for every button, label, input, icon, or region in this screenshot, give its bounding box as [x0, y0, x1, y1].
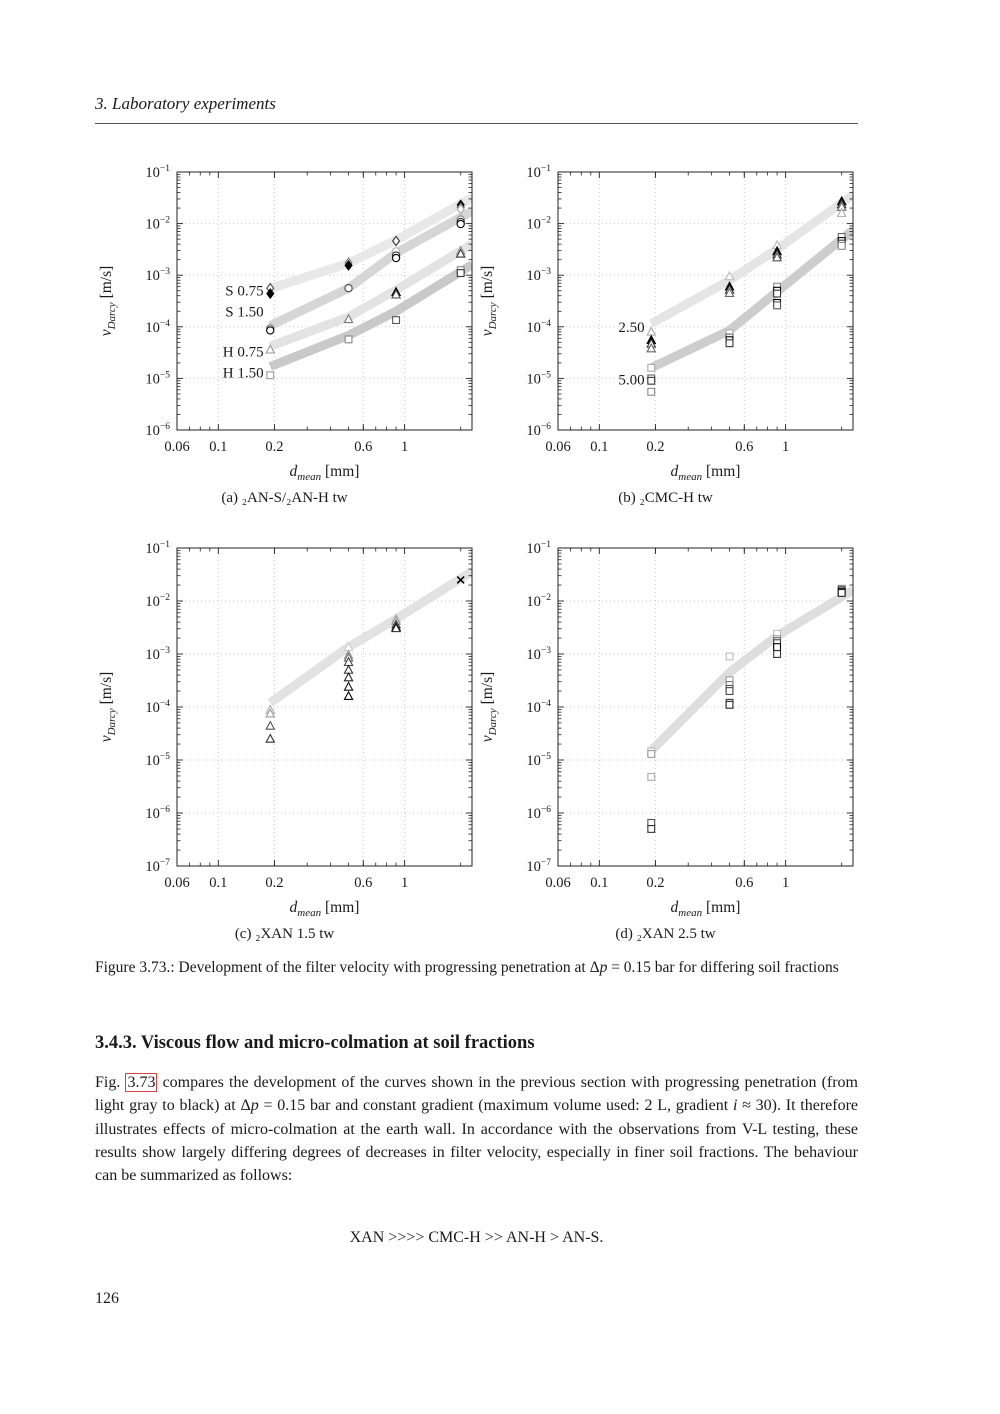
subcaption-a: (a) ₂AN-S/₂AN-H tw: [221, 490, 348, 506]
svg-text:0.1: 0.1: [590, 439, 609, 455]
svg-text:10−3: $10^{-3}$: [145, 267, 170, 285]
svg-text:10−5: $10^{-5}$: [526, 752, 551, 769]
plot-d-xan-25: [468, 536, 863, 928]
svg-text:H 1.50: H 1.50: [222, 365, 264, 382]
svg-text:10−2: $10^{-2}$: [526, 593, 551, 610]
svg-text:10−1: $10^{-1}$: [526, 540, 551, 557]
svg-text:1: 1: [781, 439, 790, 455]
svg-text:0.06: 0.06: [164, 439, 190, 455]
svg-text:10−4: $10^{-4}$: [526, 318, 551, 336]
svg-text:1: 1: [400, 875, 409, 891]
svg-text:0.1: 0.1: [209, 875, 228, 891]
svg-text:0.06: 0.06: [164, 875, 190, 891]
plot-b-cmc-h: [468, 160, 863, 492]
svg-text:dmean [mm]: $d_{mean}$ [mm]: [670, 463, 741, 483]
svg-text:10−4: $10^{-4}$: [145, 318, 170, 336]
svg-text:1: 1: [781, 875, 790, 891]
svg-text:vDarcy [m/s]: $v_{Darcy}$ [m/s]: [98, 671, 118, 743]
svg-text:10−2: $10^{-2}$: [145, 593, 170, 610]
running-head: 3. Laboratory experiments: [95, 94, 858, 124]
svg-text:10−1: $10^{-1}$: [145, 540, 170, 557]
svg-text:dmean [mm]: $d_{mean}$ [mm]: [289, 899, 360, 919]
svg-text:S 0.75: S 0.75: [225, 283, 264, 300]
svg-text:0.2: 0.2: [265, 875, 284, 891]
svg-text:10−1: $10^{-1}$: [526, 164, 551, 181]
svg-text:10−7: $10^{-7}$: [145, 858, 170, 875]
text-segment: i: [732, 1097, 738, 1115]
svg-text:10−6: $10^{-6}$: [526, 422, 551, 439]
svg-text:10−6: $10^{-6}$: [145, 805, 170, 822]
svg-text:dmean [mm]: $d_{mean}$ [mm]: [670, 899, 741, 919]
text-segment: p: [250, 1097, 259, 1115]
svg-text:vDarcy [m/s]: $v_{Darcy}$ [m/s]: [479, 671, 499, 743]
svg-text:10−1: $10^{-1}$: [145, 164, 170, 181]
subcaption-c: (c) ₂XAN 1.5 tw: [234, 926, 335, 942]
text-segment: p: [599, 959, 608, 976]
text-segment: Figure 3.73.:: [95, 959, 179, 976]
subcaption-b: (b) ₂CMC-H tw: [618, 490, 713, 506]
svg-text:10−5: $10^{-5}$: [145, 752, 170, 769]
svg-text:0.6: 0.6: [354, 875, 373, 891]
svg-text:2.50: 2.50: [618, 319, 645, 336]
svg-text:S 1.50: S 1.50: [225, 304, 264, 321]
svg-text:H 0.75: H 0.75: [222, 344, 264, 361]
svg-text:0.2: 0.2: [265, 439, 284, 455]
figure-caption: [95, 957, 964, 979]
svg-text:10−2: $10^{-2}$: [526, 215, 551, 233]
svg-text:0.2: 0.2: [646, 439, 665, 455]
svg-text:0.6: 0.6: [735, 875, 754, 891]
svg-text:10−5: $10^{-5}$: [145, 370, 170, 388]
svg-text:10−4: $10^{-4}$: [526, 699, 551, 716]
subcaption-d: (d) ₂XAN 2.5 tw: [615, 926, 716, 942]
svg-text:0.6: 0.6: [735, 439, 754, 455]
svg-text:0.06: 0.06: [545, 439, 571, 455]
section-heading: 3.4.3. Viscous flow and micro-colmation at soil fractions: [95, 1033, 535, 1053]
svg-text:10−5: $10^{-5}$: [526, 370, 551, 388]
svg-text:10−3: $10^{-3}$: [145, 646, 170, 663]
text-segment: ≈ 30). It therefore illustrates effects of micro-colmation at the earth wall. In accordance with the observations from V-L testing, these results show largely differing degrees of decreases in filter velocity, especially in finer soil fractions. The behaviour can be summarized as follows:: [95, 1097, 859, 1185]
svg-text:0.06: 0.06: [545, 875, 571, 891]
plot-a-an-s-an-h: [87, 160, 482, 492]
text-segment: Development of the filter velocity with progressing penetration at Δ: [178, 959, 600, 976]
svg-text:10−6: $10^{-6}$: [145, 422, 170, 439]
svg-text:10−3: $10^{-3}$: [526, 267, 551, 285]
svg-text:10−3: $10^{-3}$: [526, 646, 551, 663]
svg-text:vDarcy [m/s]: $v_{Darcy}$ [m/s]: [479, 265, 499, 337]
svg-text:1: 1: [400, 439, 409, 455]
svg-text:vDarcy [m/s]: $v_{Darcy}$ [m/s]: [98, 265, 118, 337]
text-segment: Fig.: [95, 1074, 126, 1091]
svg-text:10−6: $10^{-6}$: [526, 805, 551, 822]
page-number: 126: [95, 1290, 119, 1307]
svg-text:10−7: $10^{-7}$: [526, 858, 551, 875]
svg-text:0.1: 0.1: [590, 875, 609, 891]
svg-text:0.1: 0.1: [209, 439, 228, 455]
plot-c-xan-15: [87, 536, 482, 928]
text-segment: = 0.15 bar for differing soil fractions: [607, 959, 839, 976]
svg-text:10−4: $10^{-4}$: [145, 699, 170, 716]
svg-text:dmean [mm]: $d_{mean}$ [mm]: [289, 463, 360, 483]
svg-text:10−2: $10^{-2}$: [145, 215, 170, 233]
svg-text:0.6: 0.6: [354, 439, 373, 455]
summary-equation: XAN >>>> CMC-H >> AN-H > AN-S.: [349, 1229, 604, 1246]
svg-text:5.00: 5.00: [618, 372, 645, 389]
text-segment: = 0.15 bar and constant gradient (maximum volume used: 2 L, gradient: [258, 1097, 733, 1115]
body-paragraph: [95, 1071, 858, 1188]
text-segment: compares the development of the curves shown in the previous section with progressing penetration (from light gray to black) at Δ: [95, 1074, 859, 1115]
svg-text:0.2: 0.2: [646, 875, 665, 891]
figure-reference-link[interactable]: 3.73: [127, 1074, 156, 1091]
